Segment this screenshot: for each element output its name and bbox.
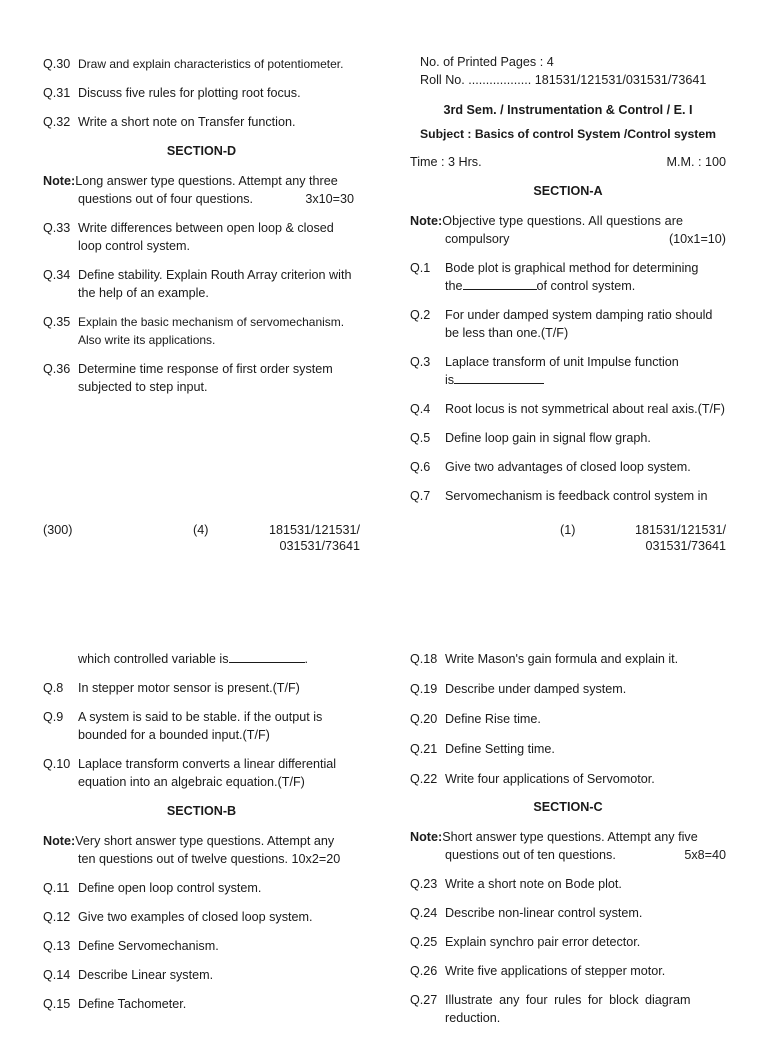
section-c-note <box>410 828 726 864</box>
question-number: Q.12 <box>43 910 71 924</box>
time-allowed: Time : 3 Hrs. <box>410 155 482 169</box>
question-number: Q.14 <box>43 968 71 982</box>
question-number: Q.13 <box>43 939 71 953</box>
question-number: Q.21 <box>410 742 438 756</box>
question-q24 <box>410 904 726 922</box>
question-text: Laplace transform of unit Impulse function <box>445 355 679 369</box>
question-text: Write a short note on Transfer function. <box>78 115 296 129</box>
question-number: Q.24 <box>410 906 438 920</box>
question-text: Define Rise time. <box>445 712 541 726</box>
question-text: In stepper motor sensor is present.(T/F) <box>78 681 300 695</box>
question-number: Q.36 <box>43 362 71 376</box>
question-number: Q.9 <box>43 710 64 724</box>
note-text: Very short answer type questions. Attempt any <box>75 834 335 848</box>
question-q32 <box>43 113 360 131</box>
question-q18 <box>410 650 726 668</box>
question-q5 <box>410 429 726 447</box>
footer-copies: (300) <box>43 523 73 537</box>
question-text: Describe non-linear control system. <box>445 906 643 920</box>
answer-blank <box>463 277 537 290</box>
question-number: Q.27 <box>410 993 438 1007</box>
question-text: Give two examples of closed loop system. <box>78 910 313 924</box>
question-number: Q.7 <box>410 489 431 503</box>
question-text: For under damped system damping ratio should be less than one.(T/F) <box>445 308 713 340</box>
question-text: Define Servomechanism. <box>78 939 219 953</box>
time-marks-row <box>410 153 726 171</box>
question-number: Q.30 <box>43 57 71 71</box>
question-text: Discuss five rules for plotting root focus. <box>78 86 301 100</box>
question-text: Laplace transform converts a linear differential equation into an algebraic equation.(T/F) <box>78 757 337 789</box>
question-text: Write five applications of stepper motor. <box>445 964 666 978</box>
semester-heading: 3rd Sem. / Instrumentation & Control / E. I <box>443 103 693 117</box>
question-text: Write four applications of Servomotor. <box>445 772 655 786</box>
question-number: Q.33 <box>43 221 71 235</box>
question-text: A system is said to be stable. if the output is bounded for a bounded input.(T/F) <box>78 710 323 742</box>
note-label: Note: <box>43 174 76 188</box>
section-b-heading: SECTION-B <box>166 804 237 818</box>
question-number: Q.31 <box>43 86 71 100</box>
note-text: questions out of ten questions. <box>445 848 616 862</box>
section-d-note <box>43 172 360 208</box>
note-marks: 5x8=40 <box>684 848 726 862</box>
question-text: Define open loop control system. <box>78 881 262 895</box>
question-q10 <box>43 755 360 791</box>
question-text: Explain synchro pair error detector. <box>445 935 641 949</box>
question-q22 <box>410 770 726 788</box>
subject-heading: Subject : Basics of control System /Control system <box>420 127 716 141</box>
question-number: Q.23 <box>410 877 438 891</box>
question-q20 <box>410 710 726 728</box>
question-number: Q.19 <box>410 682 438 696</box>
question-q14 <box>43 966 360 984</box>
note-marks: 10x2=20 <box>291 852 341 866</box>
question-q1: Q.1 Bode plot is graphical method for determining the of control system. <box>410 261 699 293</box>
printed-pages: No. of Printed Pages : 4 <box>420 55 554 69</box>
question-q36 <box>43 360 360 396</box>
section-c-heading: SECTION-C <box>533 800 603 814</box>
note-marks: (10x1=10) <box>668 232 726 246</box>
roll-number <box>410 71 726 89</box>
question-number: Q.5 <box>410 431 431 445</box>
question-q23 <box>410 875 726 893</box>
question-q6 <box>410 458 726 476</box>
question-number: Q.32 <box>43 115 71 129</box>
question-text: Define Setting time. <box>445 742 555 756</box>
question-q9 <box>43 708 360 744</box>
note-text: ten questions out of twelve questions. <box>78 852 289 866</box>
question-number: Q.1 <box>410 261 431 275</box>
question-q19 <box>410 680 726 698</box>
question-number: Q.4 <box>410 402 431 416</box>
question-text: Explain the basic mechanism of servomechanism. Also write its applications. <box>78 315 345 347</box>
note-text: questions out of four questions. <box>78 192 254 206</box>
question-q12 <box>43 908 360 926</box>
question-q4 <box>410 400 726 418</box>
question-number: Q.22 <box>410 772 438 786</box>
footer-paper-code: 181531/121531/ 031531/73641 <box>634 523 726 553</box>
question-q8 <box>43 679 360 697</box>
question-q11 <box>43 879 360 897</box>
question-number: Q.20 <box>410 712 438 726</box>
footer-page-number: (1) <box>560 523 576 537</box>
question-q25 <box>410 933 726 951</box>
question-text: Servomechanism is feedback control system in <box>445 489 708 503</box>
question-number: Q.3 <box>410 355 431 369</box>
question-q3: Q.3 Laplace transform of unit Impulse function is <box>410 355 679 387</box>
question-number: Q.35 <box>43 315 71 329</box>
question-number: Q.25 <box>410 935 438 949</box>
max-marks: M.M. : 100 <box>666 155 726 169</box>
note-text: compulsory <box>445 232 510 246</box>
question-q13 <box>43 937 360 955</box>
question-text: Define Tachometer. <box>78 997 187 1011</box>
question-q27 <box>410 991 726 1027</box>
note-label: Note: <box>43 834 76 848</box>
question-text: Illustrate any four rules for block diagram reduction. <box>445 993 691 1025</box>
note-marks: 3x10=30 <box>305 192 354 206</box>
question-text: Describe under damped system. <box>445 682 627 696</box>
question-text: Define loop gain in signal flow graph. <box>445 431 651 445</box>
question-number: Q.15 <box>43 997 71 1011</box>
question-number: Q.2 <box>410 308 431 322</box>
question-text: Define stability. Explain Routh Array criterion with the help of an example. <box>78 268 352 300</box>
question-number: Q.18 <box>410 652 438 666</box>
section-d-heading: SECTION-D <box>166 144 237 158</box>
question-text: Root locus is not symmetrical about real axis.(T/F) <box>445 402 725 416</box>
page-4-column <box>43 55 360 407</box>
answer-blank <box>454 371 544 384</box>
question-q33 <box>43 219 360 255</box>
question-text: Draw and explain characteristics of potentiometer. <box>78 57 344 71</box>
question-number: Q.6 <box>410 460 431 474</box>
section-a-heading: SECTION-A <box>533 184 603 198</box>
question-number: Q.8 <box>43 681 64 695</box>
question-q35 <box>43 313 360 349</box>
roll-codes: 181531/121531/031531/73641 <box>534 73 707 87</box>
note-text: Short answer type questions. Attempt any five <box>442 830 698 844</box>
question-text: Write a short note on Bode plot. <box>445 877 622 891</box>
roll-label: Roll No. .................. <box>420 73 532 87</box>
page-2-column <box>43 650 360 1024</box>
question-q2 <box>410 306 726 342</box>
footer-page-number: (4) <box>193 523 209 537</box>
page-3-column <box>410 650 726 1038</box>
page-1-column <box>410 53 726 516</box>
question-text: Determine time response of first order system subjected to step input. <box>78 362 333 394</box>
question-q30 <box>43 55 360 73</box>
q7-continuation: which controlled variable is . <box>78 652 308 666</box>
question-number: Q.10 <box>43 757 71 771</box>
question-q7 <box>410 487 726 505</box>
note-label: Note: <box>410 214 443 228</box>
question-text: Bode plot is graphical method for determining <box>445 261 699 275</box>
question-q31 <box>43 84 360 102</box>
question-text: Give two advantages of closed loop system. <box>445 460 691 474</box>
question-number: Q.34 <box>43 268 71 282</box>
answer-blank <box>229 650 305 663</box>
question-q15 <box>43 995 360 1013</box>
question-q26 <box>410 962 726 980</box>
note-text: Long answer type questions. Attempt any three <box>75 174 338 188</box>
question-text: Write differences between open loop & closed loop control system. <box>78 221 334 253</box>
question-text: Describe Linear system. <box>78 968 214 982</box>
note-label: Note: <box>410 830 443 844</box>
note-text: Objective type questions. All questions are <box>442 214 684 228</box>
question-q21 <box>410 740 726 758</box>
question-text: Write Mason's gain formula and explain it. <box>445 652 679 666</box>
question-number: Q.11 <box>43 881 70 895</box>
footer-paper-code: 181531/121531/ 031531/73641 <box>268 523 360 553</box>
question-number: Q.26 <box>410 964 438 978</box>
section-a-note <box>410 212 726 248</box>
question-q34 <box>43 266 360 302</box>
section-b-note <box>43 832 360 868</box>
